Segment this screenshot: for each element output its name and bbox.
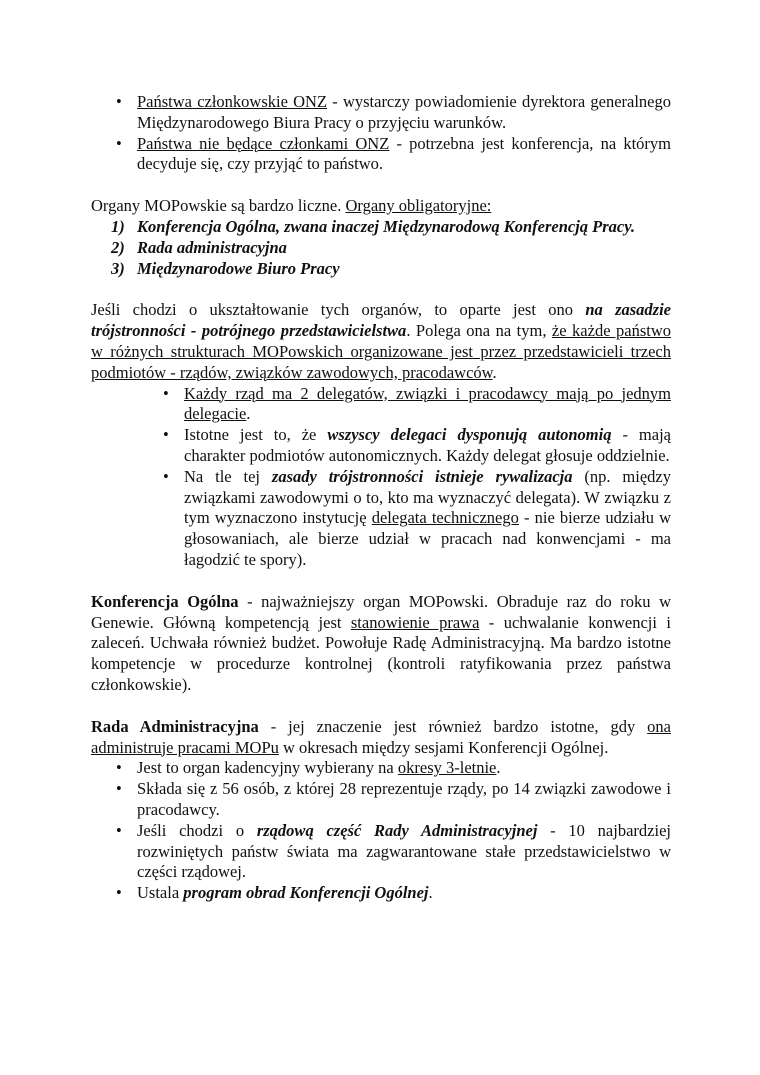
item-text: . — [246, 404, 251, 424]
list-item — [137, 92, 671, 134]
tripartite-paragraph — [91, 300, 671, 383]
item-text: Jeśli chodzi o — [137, 820, 257, 840]
item-text: Na tle tej — [184, 466, 272, 486]
organs-paragraph — [91, 196, 671, 217]
underlined-term: Państwa nie będące członkami ONZ — [137, 133, 390, 153]
item-text: - wystarczy powiadomienie dyrektora generalnego Międzynarodowego Biura Pracy o przyjęciu warunków. — [137, 92, 671, 132]
spacer — [91, 696, 671, 717]
paragraph-text: - najważniejszy organ MOPowski. Obraduje raz do roku w Genewie. Główną kompetencją jest — [91, 591, 671, 632]
council-paragraph — [91, 717, 671, 759]
emphasized-text: na zasadzie trójstronności - potrójnego przedstawicielstwa — [91, 300, 671, 341]
list-item — [184, 467, 671, 571]
organs-numbered-list — [91, 217, 671, 279]
paragraph-text: . Polega ona na tym, — [406, 321, 552, 341]
list-item — [137, 758, 671, 779]
emphasized-text: rządową część Rady Administracyjnej — [256, 820, 538, 840]
council-bullet-list — [91, 758, 671, 904]
item-text: Istotne jest to, że — [184, 425, 328, 445]
paragraph-text: w okresach między sesjami Konferencji Ogólnej. — [278, 737, 609, 757]
intro-bullet-list — [91, 92, 671, 175]
paragraph-text: - uchwalanie konwencji i zaleceń. Uchwała również budżet. Powołuje Radę Administracyjną. Ma bardzo istotne kompetencje w procedurze kontrolnej (kontroli ratyfikowania przez państwa członkowskie). — [91, 612, 671, 694]
conference-paragraph — [91, 592, 671, 696]
list-item — [137, 883, 671, 904]
item-number: 3) — [111, 258, 125, 278]
item-text: Międzynarodowe Biuro Pracy — [137, 258, 340, 278]
paragraph-text: Jeśli chodzi o ukształtowanie tych organów, to oparte jest ono — [91, 300, 586, 320]
underlined-text: okresy 3-letnie — [397, 758, 497, 778]
spacer — [91, 279, 671, 300]
item-text: - mają charakter podmiotów autonomicznych. Każdy delegat głosuje oddzielnie. — [184, 425, 671, 465]
underlined-text: ona administruje pracami MOPu — [91, 716, 671, 757]
spacer — [91, 175, 671, 196]
organs-heading: Organy obligatoryjne: — [345, 196, 492, 216]
list-item — [91, 238, 671, 259]
underlined-term: Państwa członkowskie ONZ — [137, 92, 328, 111]
emphasized-text: program obrad Konferencji Ogólnej — [183, 883, 429, 903]
item-text: - 10 najbardziej rozwiniętych państw świata ma zagwarantowane stałe przedstawicielstwo w części rządowej. — [137, 820, 671, 882]
item-text: Jest to organ kadencyjny wybierany na — [137, 758, 398, 778]
list-item — [184, 425, 671, 467]
item-text: Składa się z 56 osób, z której 28 reprezentuje rządy, po 14 związki zawodowe i pracodawcy. — [137, 779, 671, 819]
emphasized-text: zasady trójstronności istnieje rywalizacja — [271, 466, 573, 486]
item-text: - nie bierze udziału w głosowaniach, ale bierze udział w pracach nad konwencjami - ma łagodzić te spory). — [184, 508, 671, 569]
item-number: 1) — [111, 216, 125, 236]
item-text: Konferencja Ogólna, zwana inaczej Międzynarodową Konferencją Pracy. — [137, 216, 636, 236]
tripartite-bullet-list — [91, 384, 671, 571]
organs-intro: Organy MOPowskie są bardzo liczne. — [91, 196, 346, 216]
list-item — [91, 217, 671, 238]
section-title: Konferencja Ogólna — [91, 591, 239, 611]
underlined-text: Każdy rząd ma 2 delegatów, związki i pracodawcy mają po jednym delegacie — [184, 383, 671, 424]
item-text: - potrzebna jest konferencja, na którym decyduje się, czy przyjąć to państwo. — [137, 133, 671, 174]
section-title: Rada Administracyjna — [91, 716, 259, 736]
item-text: Ustala — [137, 883, 184, 903]
list-item — [91, 259, 671, 280]
list-item — [184, 384, 671, 426]
list-item — [137, 779, 671, 821]
paragraph-text: - jej znaczenie jest również bardzo istotne, gdy — [258, 716, 648, 736]
list-item — [137, 134, 671, 176]
spacer — [91, 571, 671, 592]
item-text: . — [428, 883, 433, 903]
underlined-text: delegata technicznego — [371, 508, 519, 528]
underlined-text: że każde państwo w różnych strukturach MOPowskich organizowane jest przez przedstawicieli trzech podmiotów - rządów, związków zawodowych, pracodawców — [91, 321, 671, 382]
underlined-text: stanowienie prawa — [350, 612, 480, 632]
list-item — [137, 821, 671, 883]
item-text: . — [496, 758, 501, 778]
item-text: Rada administracyjna — [137, 237, 287, 257]
item-number: 2) — [111, 237, 125, 257]
paragraph-text: . — [492, 362, 497, 382]
emphasized-text: wszyscy delegaci dysponują autonomią — [327, 425, 612, 445]
item-text: (np. między związkami zawodowymi o to, kto ma wyznaczyć delegata). W związku z tym wyznaczono instytucję — [184, 466, 671, 528]
